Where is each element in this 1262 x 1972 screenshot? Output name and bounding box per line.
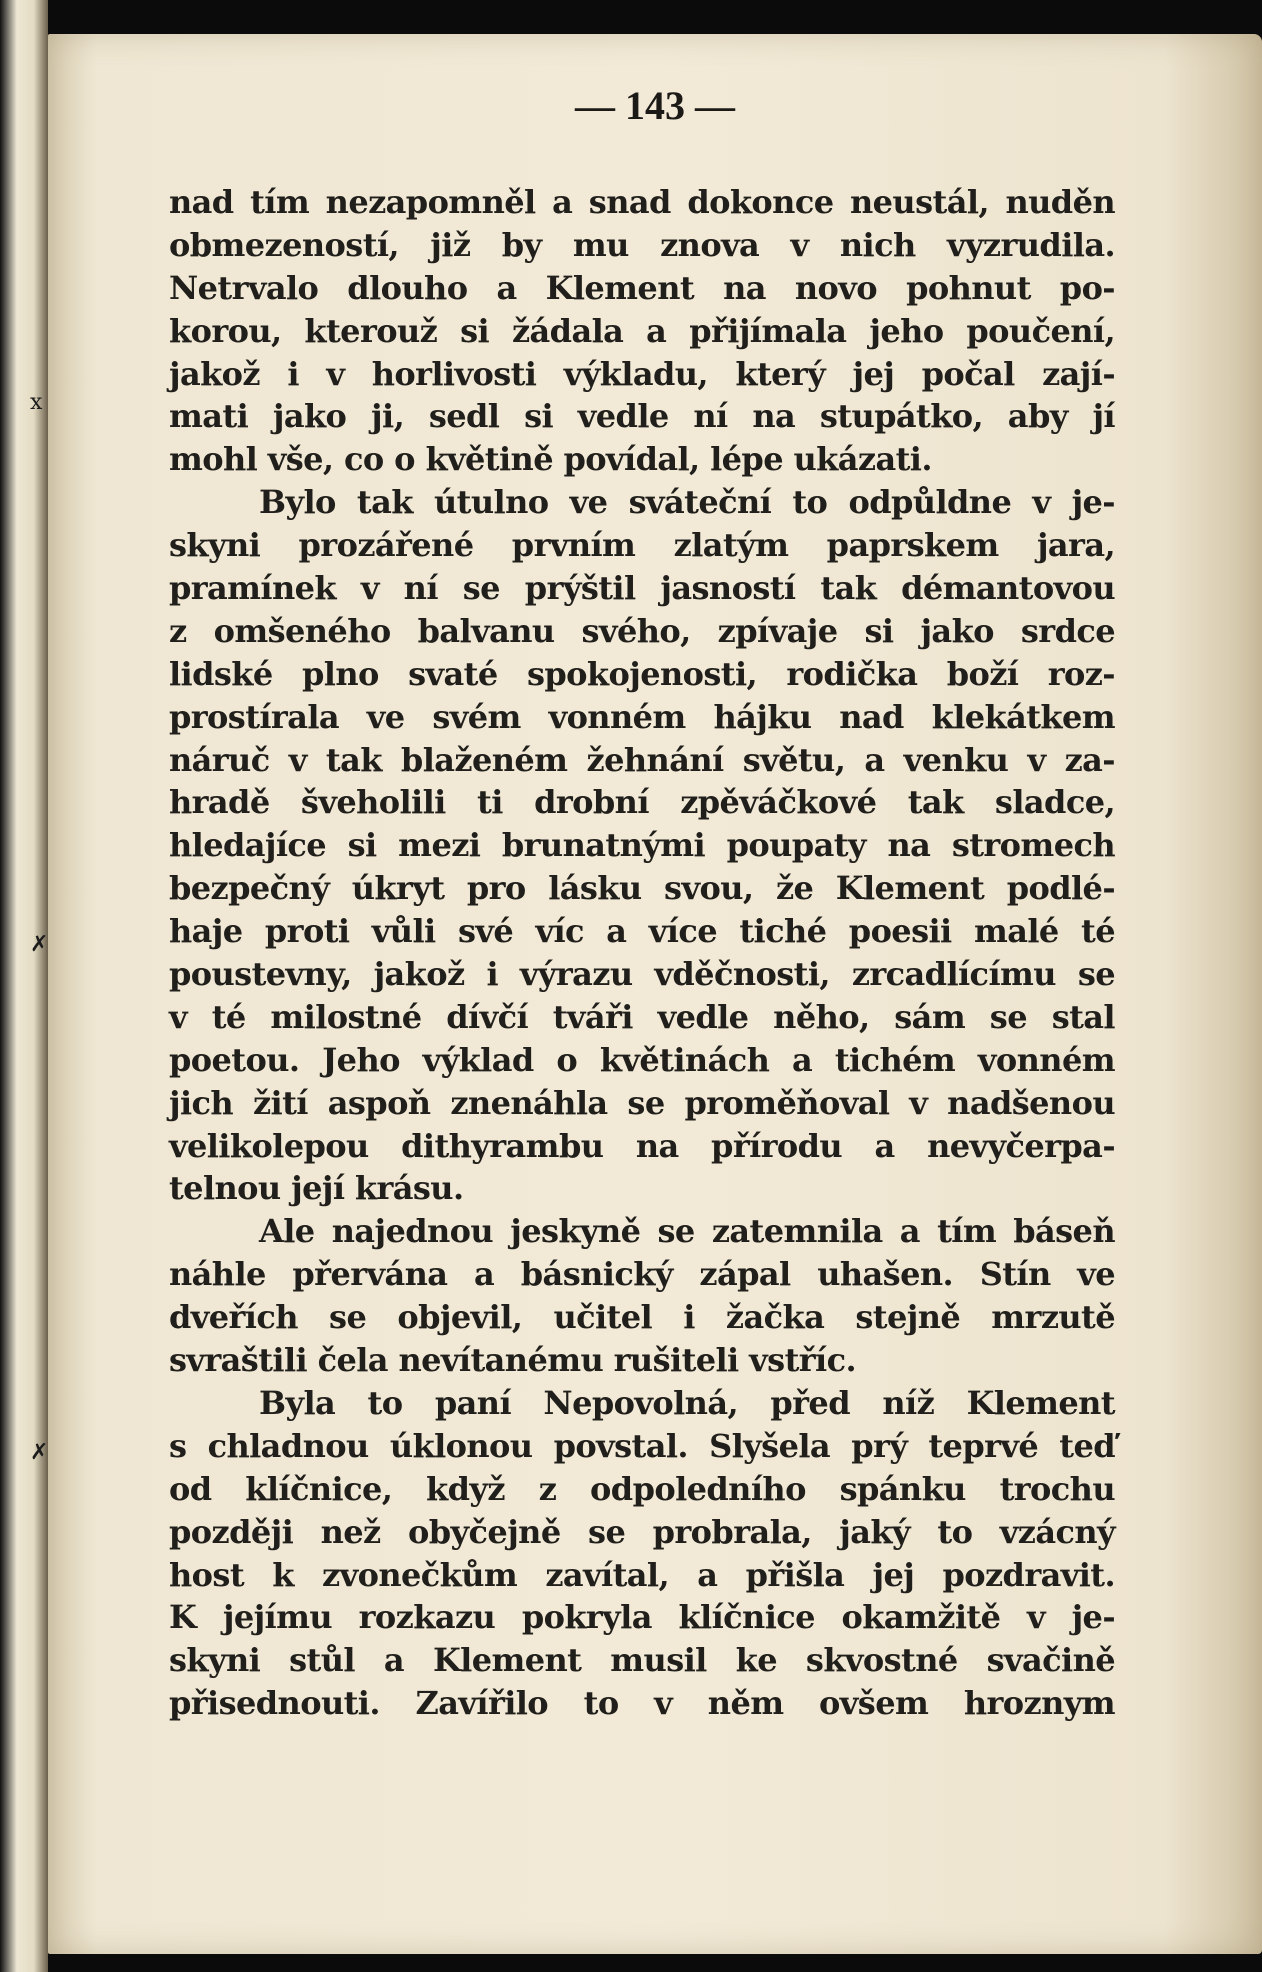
text-line: skyni prozářené prvním zlatým paprskem jara, — [169, 526, 1115, 565]
text-line: mati jako ji, sedl si vedle ní na stupátko, aby jí — [169, 397, 1115, 436]
text-line: poetou. Jeho výklad o květinách a tichém vonném — [169, 1040, 1115, 1079]
text-line: telnou její krásu. — [169, 1169, 464, 1208]
text-line: z omšeného balvanu svého, zpívaje si jako srdce — [169, 611, 1115, 650]
text-line: od klíčnice, když z odpoledního spánku trochu — [169, 1469, 1115, 1508]
margin-mark: ✗ — [30, 932, 49, 957]
paragraph-start-line: Bylo tak útulno ve sváteční to odpůldne v je- — [259, 483, 1115, 522]
margin-mark: x — [30, 390, 43, 415]
text-line: nad tím nezapomněl a snad dokonce neustál, nuděn — [169, 183, 1115, 221]
text-line: Netrvalo dlouho a Klement na novo pohnut po- — [169, 268, 1115, 307]
paragraph-start-line: Byla to paní Nepovolná, před níž Klement — [259, 1383, 1115, 1422]
text-line: v té milostné dívčí tváři vedle něho, sám se stal — [169, 997, 1115, 1036]
text-line: pramínek v ní se prýštil jasností tak démantovou — [169, 569, 1115, 608]
text-line: jich žití aspoň znenáhla se proměňoval v nadšenou — [169, 1083, 1115, 1122]
text-line: s chladnou úklonou povstal. Slyšela prý teprvé teď — [169, 1426, 1115, 1465]
margin-mark: ✗ — [30, 1440, 49, 1465]
text-line: haje proti vůli své víc a více tiché poesii malé té — [169, 912, 1115, 951]
text-line: obmezeností, již by mu znova v nich vyzrudila. — [169, 225, 1115, 264]
text-line: prostírala ve svém vonném hájku nad klekátkem — [169, 697, 1115, 736]
body-text — [169, 181, 1115, 1725]
text-line: host k zvonečkům zavítal, a přišla jej pozdravit. — [169, 1555, 1115, 1594]
text-line: přisednouti. Zavířilo to v něm ovšem hroznym — [169, 1684, 1115, 1723]
text-line: lidské plno svaté spokojenosti, rodička boží roz- — [169, 654, 1115, 693]
book-page — [48, 34, 1262, 1954]
paragraph-start-line: Ale najednou jeskyně se zatemnila a tím báseň — [259, 1212, 1115, 1251]
text-line: později než obyčejně se probrala, jaký to vzácný — [169, 1512, 1115, 1551]
text-line: hledajíce si mezi brunatnými poupaty na stromech — [169, 826, 1115, 865]
text-line: hradě šveholili ti drobní zpěváčkové tak sladce, — [169, 783, 1115, 822]
text-line: svraštili čela nevítanému rušiteli vstříc. — [169, 1341, 856, 1380]
text-line: náruč v tak blaženém žehnání světu, a venku v za- — [169, 740, 1115, 779]
text-line: velikolepou dithyrambu na přírodu a nevyčerpa- — [169, 1126, 1115, 1165]
text-line: korou, kterouž si žádala a přijímala jeho poučení, — [169, 311, 1115, 350]
text-line: mohl vše, co o květině povídal, lépe ukázati. — [169, 440, 932, 479]
page-number: — 143 — — [575, 83, 735, 128]
text-line: poustevny, jakož i výrazu vděčnosti, zrcadlícímu se — [169, 955, 1115, 994]
text-line: náhle přervána a básnický zápal uhašen. Stín ve — [169, 1255, 1115, 1294]
text-line: bezpečný úkryt pro lásku svou, že Klement podlé- — [169, 869, 1115, 908]
scan-bottom-edge — [48, 1954, 1262, 1972]
text-line: jakož i v horlivosti výkladu, který jej počal zají- — [169, 354, 1115, 393]
text-line: skyni stůl a Klement musil ke skvostné svačině — [169, 1641, 1115, 1680]
previous-page-edge — [0, 0, 48, 1972]
text-line: dveřích se objevil, učitel i žačka stejně mrzutě — [169, 1298, 1115, 1337]
text-line: K jejímu rozkazu pokryla klíčnice okamžitě v je- — [169, 1598, 1115, 1637]
